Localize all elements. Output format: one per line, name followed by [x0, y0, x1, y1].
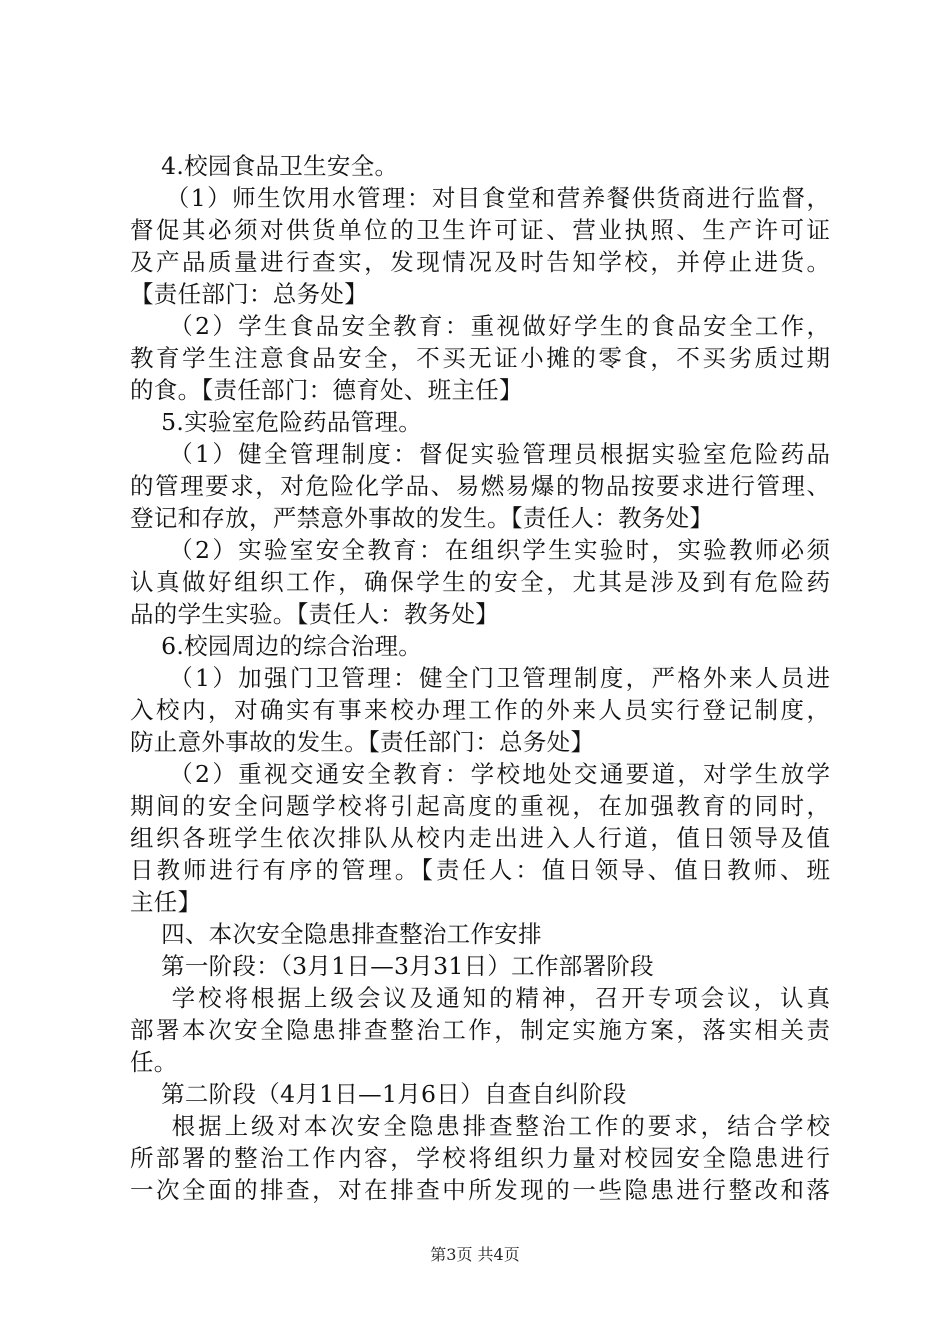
text-line: 认真做好组织工作，确保学生的安全，尤其是涉及到有危险药: [130, 568, 830, 596]
text-line: 的食。【责任部门：德育处、班主任】: [130, 376, 523, 404]
text-line: 的管理要求，对危险化学品、易燃易爆的物品按要求进行管理、: [130, 472, 830, 500]
text-line: 所部署的整治工作内容，学校将组织力量对校园安全隐患进行: [130, 1144, 830, 1172]
text-line: 入校内，对确实有事来校办理工作的外来人员实行登记制度，: [130, 696, 830, 724]
text-line: （1）师生饮用水管理：对目食堂和营养餐供货商进行监督，: [130, 184, 830, 212]
text-line: 4.校园食品卫生安全。: [130, 152, 399, 180]
text-line: 根据上级对本次安全隐患排查整治工作的要求，结合学校: [130, 1112, 830, 1140]
text-line: 品的学生实验。【责任人：教务处】: [130, 600, 500, 628]
text-line: 学校将根据上级会议及通知的精神，召开专项会议，认真: [130, 984, 830, 1012]
text-line: 任。: [130, 1048, 178, 1076]
page-number-footer: 第3页 共4页: [430, 1245, 520, 1264]
text-line: 【责任部门：总务处】: [130, 280, 368, 308]
text-line: 主任】: [130, 888, 202, 916]
text-line: 期间的安全问题学校将引起高度的重视，在加强教育的同时，: [130, 792, 830, 820]
text-line: 登记和存放，严禁意外事故的发生。【责任人：教务处】: [130, 504, 714, 532]
text-line: 及产品质量进行查实，发现情况及时告知学校，并停止进货。: [130, 248, 830, 276]
text-line: 第二阶段（4月1日—1月6日）自查自纠阶段: [130, 1080, 627, 1108]
text-line: 日教师进行有序的管理。【责任人：值日领导、值日教师、班: [130, 856, 830, 884]
text-line: 第一阶段：（3月1日—3月31日）工作部署阶段: [130, 952, 654, 980]
text-line: 6.校园周边的综合治理。: [130, 632, 423, 660]
text-line: 5.实验室危险药品管理。: [130, 408, 423, 436]
text-line: （2）学生食品安全教育：重视做好学生的食品安全工作，: [130, 312, 830, 340]
text-line: （1）健全管理制度：督促实验管理员根据实验室危险药品: [130, 440, 830, 468]
text-line: （1）加强门卫管理：健全门卫管理制度，严格外来人员进: [130, 664, 830, 692]
text-line: 组织各班学生依次排队从校内走出进入人行道，值日领导及值: [130, 824, 830, 852]
text-line: 督促其必须对供货单位的卫生许可证、营业执照、生产许可证: [130, 216, 830, 244]
text-line: （2）重视交通安全教育：学校地处交通要道，对学生放学: [130, 760, 830, 788]
text-line: 防止意外事故的发生。【责任部门：总务处】: [130, 728, 595, 756]
section-heading: 四、本次安全隐患排查整治工作安排: [130, 920, 542, 948]
text-line: 部署本次安全隐患排查整治工作，制定实施方案，落实相关责: [130, 1016, 830, 1044]
text-line: 教育学生注意食品安全，不买无证小摊的零食，不买劣质过期: [130, 344, 830, 372]
text-line: 一次全面的排查，对在排查中所发现的一些隐患进行整改和落: [130, 1176, 830, 1204]
text-line: （2）实验室安全教育：在组织学生实验时，实验教师必须: [130, 536, 830, 564]
